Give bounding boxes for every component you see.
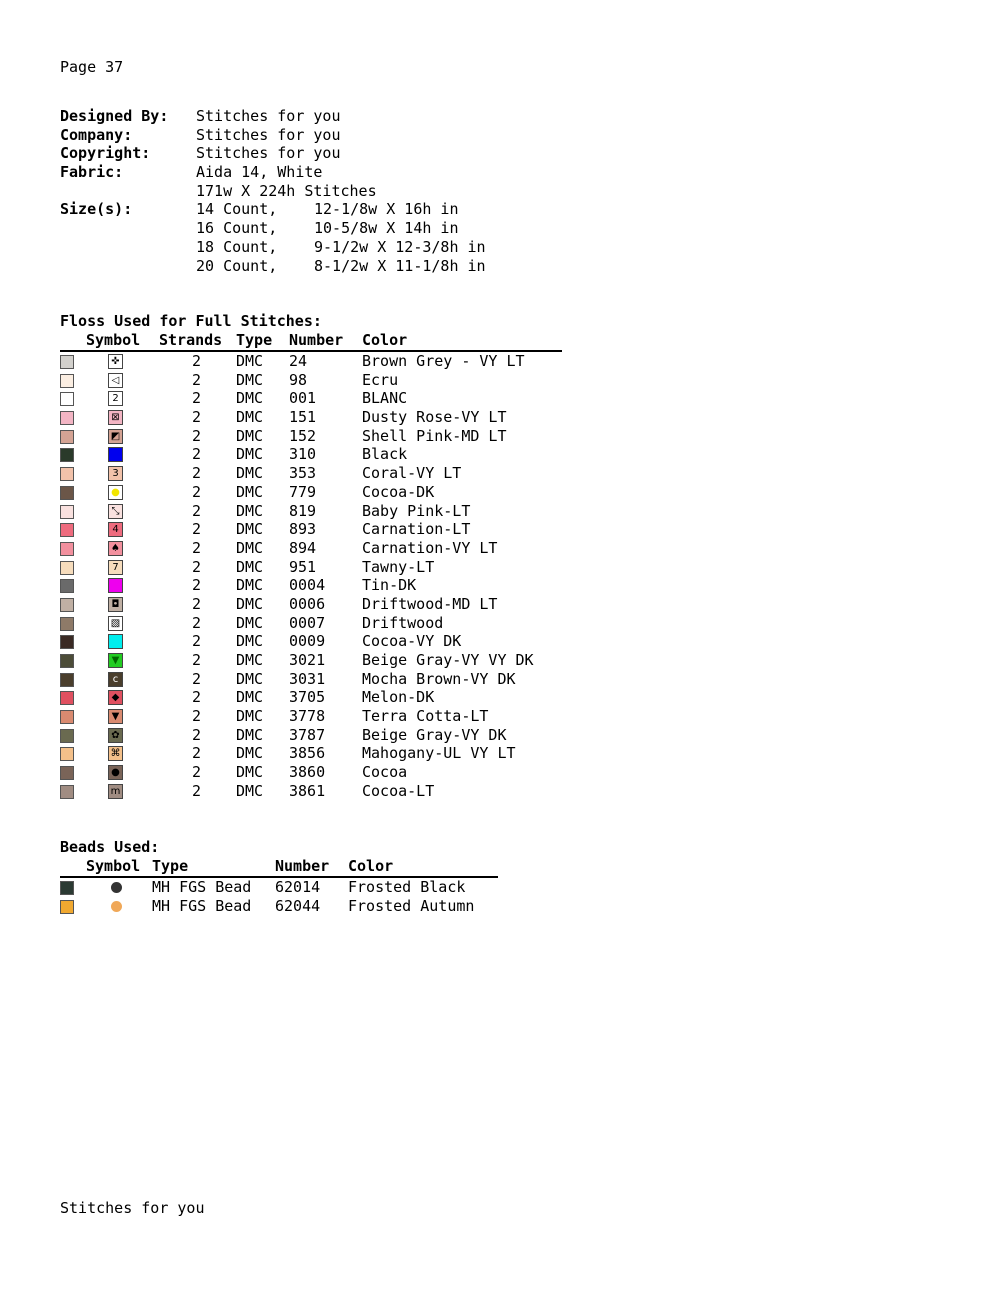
type-cell: MH FGS Bead [152, 897, 252, 915]
header-number: Number [289, 331, 344, 349]
floss-row [60, 558, 580, 577]
color-swatch [60, 579, 74, 593]
bead-dot-icon [111, 901, 122, 912]
number-cell: 353 [289, 464, 317, 483]
fabric-label: Fabric: [60, 163, 124, 182]
size-dims: 8-1/2w X 11-1/8h in [314, 256, 486, 275]
type-cell: DMC [236, 781, 264, 800]
type-cell: DMC [236, 707, 264, 726]
floss-row [60, 502, 580, 521]
number-cell: 0007 [289, 613, 326, 632]
stitch-symbol-icon: ◩ [108, 429, 123, 444]
type-cell: DMC [236, 613, 264, 632]
number-cell: 98 [289, 370, 308, 389]
bead-row [60, 878, 500, 897]
type-cell: DMC [236, 426, 264, 445]
color-swatch [60, 467, 74, 481]
color-swatch [60, 598, 74, 612]
color-name-cell: Coral-VY LT [362, 464, 462, 483]
type-cell: DMC [236, 352, 264, 370]
color-swatch [60, 392, 74, 406]
stitch-symbol-icon: ● [108, 765, 123, 780]
company-value: Stitches for you [196, 125, 341, 144]
type-cell: DMC [236, 557, 264, 576]
color-name-cell: Dusty Rose-VY LT [362, 408, 507, 427]
color-swatch [60, 785, 74, 799]
type-cell: DMC [236, 520, 264, 539]
beads-table-header [60, 857, 498, 878]
number-cell: 3031 [289, 669, 326, 688]
number-cell: 3021 [289, 651, 326, 669]
header-color: Color [348, 857, 394, 875]
color-swatch [60, 505, 74, 519]
color-name-cell: Frosted Autumn [348, 897, 475, 915]
color-swatch [60, 411, 74, 425]
strands-cell: 2 [192, 464, 202, 483]
type-cell: DMC [236, 669, 264, 688]
strands-cell: 2 [192, 688, 202, 707]
stitch-symbol-icon: ✿ [108, 728, 123, 743]
floss-row [60, 445, 580, 464]
strands-cell: 2 [192, 557, 202, 576]
size-count: 20 Count, [196, 256, 278, 275]
number-cell: 893 [289, 520, 317, 539]
color-name-cell: Cocoa-VY DK [362, 632, 462, 651]
color-name-cell: Melon-DK [362, 688, 435, 707]
designed-by-label: Designed By: [60, 107, 169, 125]
size-count: 14 Count, [196, 200, 278, 219]
color-swatch [60, 355, 74, 369]
strands-cell: 2 [192, 707, 202, 726]
number-cell: 001 [289, 389, 317, 408]
floss-row [60, 688, 580, 707]
strands-cell: 2 [192, 613, 202, 632]
stitch-symbol-icon: ◘ [108, 597, 123, 612]
type-cell: DMC [236, 389, 264, 408]
type-cell: DMC [236, 482, 264, 501]
floss-row [60, 632, 580, 651]
color-swatch [60, 654, 74, 668]
type-cell: DMC [236, 445, 264, 464]
type-cell: DMC [236, 538, 264, 557]
floss-row [60, 539, 580, 558]
floss-row [60, 782, 580, 801]
company-label: Company: [60, 125, 133, 144]
strands-cell: 2 [192, 408, 202, 427]
floss-row [60, 576, 580, 595]
size-count: 18 Count, [196, 237, 278, 256]
color-swatch [60, 729, 74, 743]
color-swatch [60, 448, 74, 462]
number-cell: 152 [289, 426, 317, 445]
beads-section-title: Beads Used: [60, 838, 160, 856]
type-cell: DMC [236, 744, 264, 763]
color-name-cell: Carnation-LT [362, 520, 471, 539]
strands-cell: 2 [192, 763, 202, 782]
color-swatch [60, 747, 74, 761]
floss-row [60, 483, 580, 502]
strands-cell: 2 [192, 538, 202, 557]
strands-cell: 2 [192, 576, 202, 595]
color-name-cell: Black [362, 445, 408, 464]
size-dims: 12-1/8w X 16h in [314, 200, 459, 219]
color-name-cell: Baby Pink-LT [362, 501, 471, 520]
number-cell: 3787 [289, 725, 326, 744]
header-symbol: Symbol [86, 857, 141, 875]
number-cell: 3861 [289, 781, 326, 800]
beads-table [60, 878, 500, 916]
number-cell: 819 [289, 501, 317, 520]
color-name-cell: Shell Pink-MD LT [362, 426, 507, 445]
strands-cell: 2 [192, 651, 202, 669]
color-name-cell: Tawny-LT [362, 557, 435, 576]
type-cell: DMC [236, 594, 264, 613]
number-cell: 24 [289, 352, 308, 370]
number-cell: 151 [289, 408, 317, 427]
color-swatch [60, 881, 74, 895]
type-cell: DMC [236, 688, 264, 707]
floss-row [60, 595, 580, 614]
number-cell: 310 [289, 445, 317, 464]
floss-row [60, 389, 580, 408]
stitch-symbol-icon [108, 578, 123, 593]
strands-cell: 2 [192, 426, 202, 445]
floss-table-header [60, 331, 562, 352]
stitch-count: 171w X 224h Stitches [196, 181, 377, 200]
size-count: 16 Count, [196, 219, 278, 238]
color-swatch [60, 617, 74, 631]
sizes-label: Size(s): [60, 200, 133, 219]
color-swatch [60, 635, 74, 649]
type-cell: MH FGS Bead [152, 878, 252, 896]
color-swatch [60, 374, 74, 388]
strands-cell: 2 [192, 669, 202, 688]
color-swatch [60, 691, 74, 705]
strands-cell: 2 [192, 352, 202, 370]
floss-row [60, 670, 580, 689]
header-type: Type [236, 331, 273, 349]
floss-row [60, 352, 580, 371]
designed-by-value: Stitches for you [196, 107, 341, 125]
strands-cell: 2 [192, 632, 202, 651]
color-swatch [60, 523, 74, 537]
color-name-cell: Cocoa-DK [362, 482, 435, 501]
color-swatch [60, 900, 74, 914]
type-cell: DMC [236, 576, 264, 595]
color-name-cell: Tin-DK [362, 576, 417, 595]
stitch-symbol-icon: ✜ [108, 354, 123, 369]
header-number: Number [275, 857, 330, 875]
header-symbol: Symbol [86, 331, 141, 349]
strands-cell: 2 [192, 594, 202, 613]
color-swatch [60, 673, 74, 687]
floss-row [60, 408, 580, 427]
color-swatch [60, 710, 74, 724]
floss-row [60, 707, 580, 726]
color-name-cell: Beige Gray-VY DK [362, 725, 507, 744]
stitch-symbol-icon [108, 634, 123, 649]
floss-table [60, 352, 580, 801]
stitch-symbol-icon: 3 [108, 466, 123, 481]
stitch-symbol-icon: ◆ [108, 690, 123, 705]
header-color: Color [362, 331, 408, 349]
floss-row [60, 744, 580, 763]
number-cell: 3860 [289, 763, 326, 782]
strands-cell: 2 [192, 725, 202, 744]
copyright-value: Stitches for you [196, 144, 341, 163]
number-cell: 0009 [289, 632, 326, 651]
bead-row [60, 897, 500, 916]
type-cell: DMC [236, 501, 264, 520]
strands-cell: 2 [192, 781, 202, 800]
stitch-symbol-icon: ♠ [108, 541, 123, 556]
stitch-symbol-icon: ◁ [108, 373, 123, 388]
color-name-cell: Frosted Black [348, 878, 466, 896]
size-dims: 9-1/2w X 12-3/8h in [314, 237, 486, 256]
stitch-symbol-icon [108, 447, 123, 462]
type-cell: DMC [236, 763, 264, 782]
header-type: Type [152, 857, 189, 875]
number-cell: 0004 [289, 576, 326, 595]
strands-cell: 2 [192, 482, 202, 501]
bead-dot-icon [111, 882, 122, 893]
floss-row [60, 371, 580, 390]
color-name-cell: Driftwood [362, 613, 444, 632]
type-cell: DMC [236, 725, 264, 744]
number-cell: 3856 [289, 744, 326, 763]
color-name-cell: Ecru [362, 370, 399, 389]
stitch-symbol-icon: 4 [108, 522, 123, 537]
floss-row [60, 763, 580, 782]
floss-row [60, 520, 580, 539]
strands-cell: 2 [192, 389, 202, 408]
strands-cell: 2 [192, 370, 202, 389]
stitch-symbol-icon: ▼ [108, 709, 123, 724]
footer-text: Stitches for you [60, 1199, 205, 1217]
stitch-symbol-icon: ⊠ [108, 410, 123, 425]
stitch-symbol-icon: ▼ [108, 653, 123, 668]
floss-row [60, 427, 580, 446]
color-name-cell: Cocoa [362, 763, 408, 782]
color-swatch [60, 486, 74, 500]
color-name-cell: Cocoa-LT [362, 781, 435, 800]
number-cell: 0006 [289, 594, 326, 613]
type-cell: DMC [236, 632, 264, 651]
color-name-cell: Carnation-VY LT [362, 538, 498, 557]
floss-section-title: Floss Used for Full Stitches: [60, 312, 322, 330]
stitch-symbol-icon: ● [108, 485, 123, 500]
stitch-symbol-icon: ⤡ [108, 504, 123, 519]
number-cell: 62044 [275, 897, 321, 915]
fabric-value: Aida 14, White [196, 163, 323, 182]
stitch-symbol-icon: m [108, 784, 123, 799]
floss-row [60, 651, 580, 670]
color-name-cell: BLANC [362, 389, 408, 408]
type-cell: DMC [236, 370, 264, 389]
color-swatch [60, 766, 74, 780]
number-cell: 894 [289, 538, 317, 557]
color-swatch [60, 561, 74, 575]
number-cell: 779 [289, 482, 317, 501]
stitch-symbol-icon: 2 [108, 391, 123, 406]
header-strands: Strands [159, 331, 223, 349]
strands-cell: 2 [192, 501, 202, 520]
number-cell: 3778 [289, 707, 326, 726]
color-swatch [60, 542, 74, 556]
stitch-symbol-icon: 7 [108, 560, 123, 575]
floss-row [60, 614, 580, 633]
stitch-symbol-icon: ▧ [108, 616, 123, 631]
type-cell: DMC [236, 408, 264, 427]
stitch-symbol-icon: ⌘ [108, 746, 123, 761]
color-name-cell: Mahogany-UL VY LT [362, 744, 516, 763]
strands-cell: 2 [192, 445, 202, 464]
number-cell: 3705 [289, 688, 326, 707]
size-dims: 10-5/8w X 14h in [314, 219, 459, 238]
floss-row [60, 726, 580, 745]
color-name-cell: Terra Cotta-LT [362, 707, 489, 726]
copyright-label: Copyright: [60, 144, 151, 163]
color-name-cell: Beige Gray-VY VY DK [362, 651, 534, 669]
strands-cell: 2 [192, 520, 202, 539]
number-cell: 951 [289, 557, 317, 576]
color-name-cell: Mocha Brown-VY DK [362, 669, 516, 688]
number-cell: 62014 [275, 878, 321, 896]
page-number: Page 37 [60, 58, 124, 76]
floss-row [60, 464, 580, 483]
color-swatch [60, 430, 74, 444]
stitch-symbol-icon: c [108, 672, 123, 687]
type-cell: DMC [236, 464, 264, 483]
color-name-cell: Driftwood-MD LT [362, 594, 498, 613]
type-cell: DMC [236, 651, 264, 669]
strands-cell: 2 [192, 744, 202, 763]
color-name-cell: Brown Grey - VY LT [362, 352, 525, 370]
